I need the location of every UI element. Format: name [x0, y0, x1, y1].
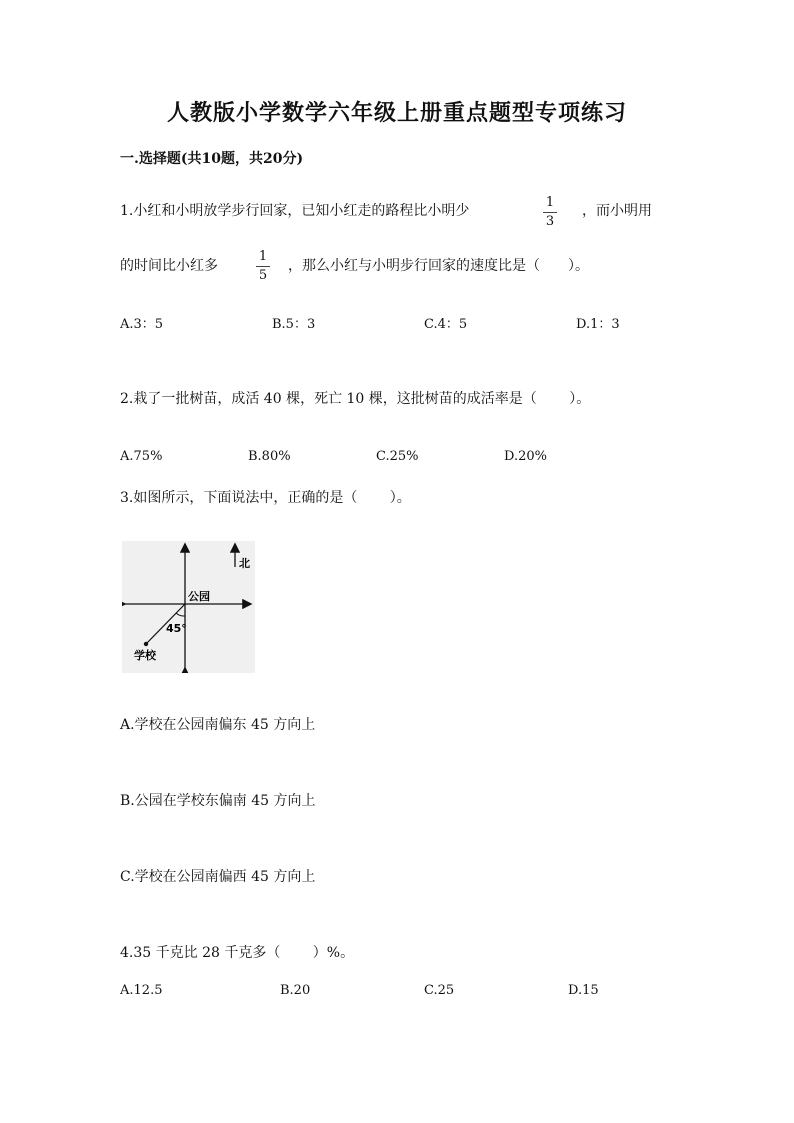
- q2-text: 2.栽了一批树苗，成活 40 棵，死亡 10 棵，这批树苗的成活率是（ ）。: [120, 391, 591, 407]
- q1-option-d: D.1：3: [576, 317, 620, 332]
- q4-option-a: A.12.5: [120, 983, 163, 998]
- q1-line2: 的时间比小红多: [120, 258, 218, 274]
- q1-fraction-2-denominator: 5: [258, 268, 268, 283]
- q1-fraction-1: [543, 196, 557, 229]
- q1-line1-end: ，而小明用: [582, 203, 652, 219]
- direction-diagram-svg: [122, 541, 255, 673]
- section-heading: 一.选择题(共10题，共20分): [120, 151, 304, 167]
- fraction-bar: [543, 212, 557, 213]
- school-label: 学校: [134, 649, 156, 662]
- q3-option-c: C.学校在公园南偏西 45 方向上: [120, 869, 316, 885]
- q1-option-c: C.4：5: [424, 317, 468, 332]
- angle-label: 45°: [166, 622, 187, 635]
- q4-option-c: C.25: [424, 983, 455, 998]
- q3-text: 3.如图所示，下面说法中，正确的是（ ）。: [120, 490, 411, 506]
- q4-option-b: B.20: [280, 983, 311, 998]
- park-label: 公园: [188, 590, 210, 603]
- q1-fraction-2: [256, 250, 270, 283]
- q1-option-a: A.3：5: [120, 317, 164, 332]
- direction-diagram: [122, 541, 255, 673]
- q1-fraction-2-numerator: 1: [258, 249, 268, 264]
- q1-fraction-1-numerator: 1: [545, 195, 555, 210]
- angle-arc: [176, 613, 185, 616]
- q1-line1: 1.小红和小明放学步行回家，已知小红走的路程比小明少: [120, 203, 470, 219]
- q2-option-c: C.25%: [376, 449, 419, 464]
- page-title: 人教版小学数学六年级上册重点题型专项练习: [166, 100, 627, 126]
- q1-line2-end: ，那么小红与小明步行回家的速度比是（ ）。: [288, 258, 589, 274]
- q2-option-d: D.20%: [504, 449, 547, 464]
- school-point: [144, 642, 148, 646]
- q3-option-a: A.学校在公园南偏东 45 方向上: [120, 717, 316, 733]
- fraction-bar: [256, 266, 270, 267]
- q4-text: 4.35 千克比 28 千克多（ ）%。: [120, 945, 355, 961]
- q1-fraction-1-denominator: 3: [545, 214, 555, 229]
- q4-option-d: D.15: [568, 983, 599, 998]
- north-label: 北: [239, 557, 250, 570]
- q2-option-b: B.80%: [248, 449, 291, 464]
- q2-option-a: A.75%: [120, 449, 163, 464]
- q1-option-b: B.5：3: [272, 317, 316, 332]
- q3-option-b: B.公园在学校东偏南 45 方向上: [120, 793, 316, 809]
